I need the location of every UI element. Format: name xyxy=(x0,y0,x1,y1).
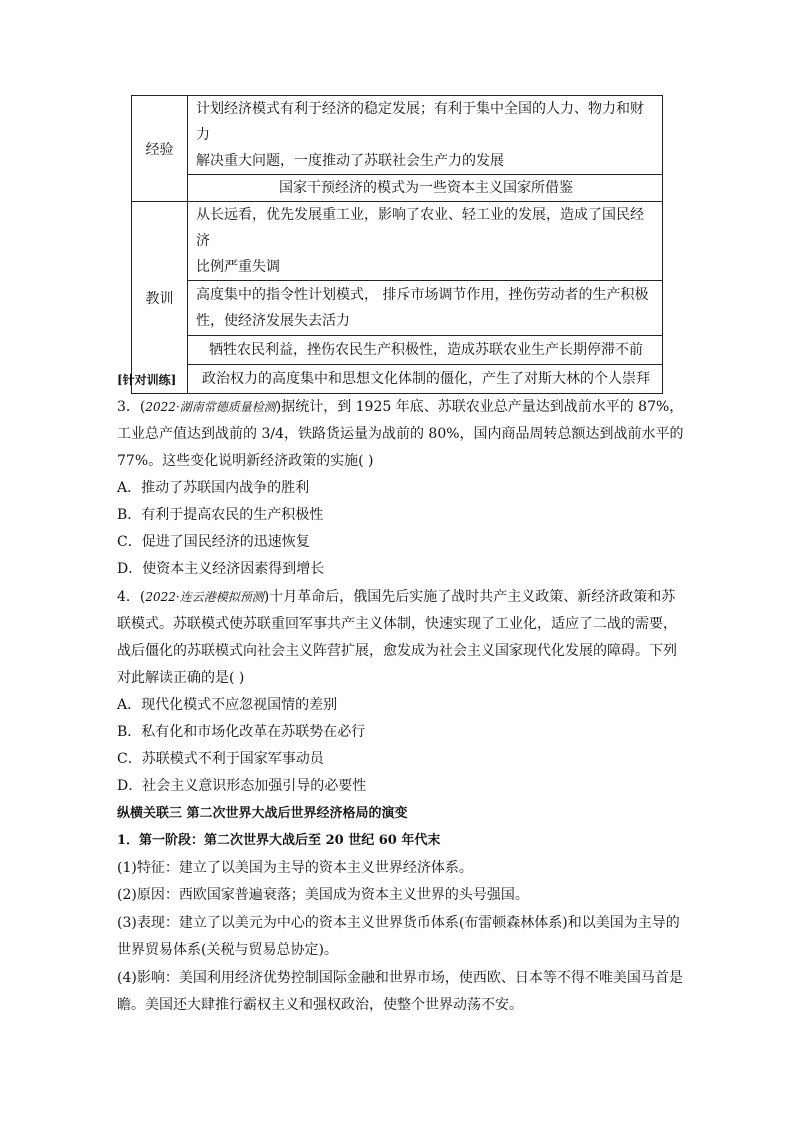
table-row xyxy=(132,202,663,281)
point-1: (1)特征：建立了以美国为主导的资本主义世界经济体系。 xyxy=(117,860,473,876)
q4-option-b: B．私有化和市场化改革在苏联势在必行 xyxy=(117,724,366,740)
question-4-line-3: 战后僵化的苏联模式向社会主义阵营扩展，愈发成为社会主义国家现代化发展的障碍。下列 xyxy=(117,643,677,659)
table-cell: 国家干预经济的模式为一些资本主义国家所借鉴 xyxy=(188,175,663,202)
table-row xyxy=(132,336,663,365)
question-text: )十月革命后，俄国先后实施了战时共产主义政策、新经济政策和苏 xyxy=(263,589,676,605)
q4-option-c: C．苏联模式不利于国家军事动员 xyxy=(117,751,324,767)
question-4-line-4: 对此解读正确的是( ) xyxy=(117,670,245,686)
q3-option-c: C．促进了国民经济的迅速恢复 xyxy=(117,534,310,550)
table-cell xyxy=(188,96,663,175)
row-label-lesson: 教训 xyxy=(132,202,188,394)
section-title: 纵横关联三 第二次世界大战后世界经济格局的演变 xyxy=(117,806,408,821)
point-4-line-1: (4)影响：美国利用经济优势控制国际金融和世界市场，使西欧、日本等不得不唯美国马首是 xyxy=(117,970,683,986)
cell-line: 比例严重失调 xyxy=(196,259,280,275)
stage-heading: 1．第一阶段：第二次世界大战后至 20 世纪 60 年代末 xyxy=(117,833,441,848)
question-source: 2022·连云港模拟预测 xyxy=(145,590,264,604)
point-3-line-2: 世界贸易体系(关税与贸易总协定)。 xyxy=(117,942,338,958)
q4-option-d: D．社会主义意识形态加强引导的必要性 xyxy=(117,778,367,794)
table-cell: 政治权力的高度集中和思想文化体制的僵化，产生了对斯大林的个人崇拜 xyxy=(188,365,663,394)
point-3-line-1: (3)表现：建立了以美元为中心的资本主义世界货币体系(布雷顿森林体系)和以美国为主导的 xyxy=(117,915,680,931)
question-number: 3．( xyxy=(117,399,146,415)
table-cell: 牺牲农民利益，挫伤农民生产积极性，造成苏联农业生产长期停滞不前 xyxy=(188,336,663,365)
table-row xyxy=(132,175,663,202)
table-cell xyxy=(188,202,663,281)
cell-line: 计划经济模式有利于经济的稳定发展；有利于集中全国的人力、物力和财力 xyxy=(196,101,644,143)
table-cell xyxy=(188,281,663,336)
q3-option-b: B．有利于提高农民的生产积极性 xyxy=(117,507,324,523)
question-3-line-1 xyxy=(117,394,684,420)
lessons-table xyxy=(131,95,663,394)
question-text: )据统计，到 1925 年底、苏联农业总产量达到战前水平的 87%， xyxy=(275,399,684,415)
cell-line: 性，使经济发展失去活力 xyxy=(196,313,350,329)
question-3-line-3: 77%。这些变化说明新经济政策的实施( ) xyxy=(117,453,374,469)
q4-option-a: A．现代化模式不应忽视国情的差别 xyxy=(117,697,338,713)
q3-option-a: A．推动了苏联国内战争的胜利 xyxy=(117,480,310,496)
question-source: 2022·湖南常德质量检测 xyxy=(145,400,276,414)
row-label-experience: 经验 xyxy=(132,96,188,202)
cell-line: 从长远看，优先发展重工业，影响了农业、轻工业的发展，造成了国民经济 xyxy=(196,207,644,249)
question-3-line-2: 工业总产值达到战前的 3/4，铁路货运量为战前的 80%，国内商品周转总额达到战前水平的 xyxy=(117,426,684,442)
table-row xyxy=(132,96,663,175)
question-4-line-2: 联模式。苏联模式使苏联重回军事共产主义体制，快速实现了工业化，适应了二战的需要， xyxy=(117,616,677,632)
cell-line: 解决重大问题，一度推动了苏联社会生产力的发展 xyxy=(196,153,504,169)
table-row xyxy=(132,281,663,336)
q3-option-d: D．使资本主义经济因素得到增长 xyxy=(117,561,325,577)
cell-line: 高度集中的指令性计划模式， 排斥市场调节作用，挫伤劳动者的生产积极 xyxy=(196,287,649,303)
practice-header: [针对训练] xyxy=(117,373,177,387)
point-2: (2)原因：西欧国家普遍衰落；美国成为资本主义世界的头号强国。 xyxy=(117,887,529,903)
point-4-line-2: 瞻。美国还大肆推行霸权主义和强权政治，使整个世界动荡不安。 xyxy=(117,997,523,1013)
question-number: 4．( xyxy=(117,589,146,605)
question-4-line-1 xyxy=(117,584,677,610)
